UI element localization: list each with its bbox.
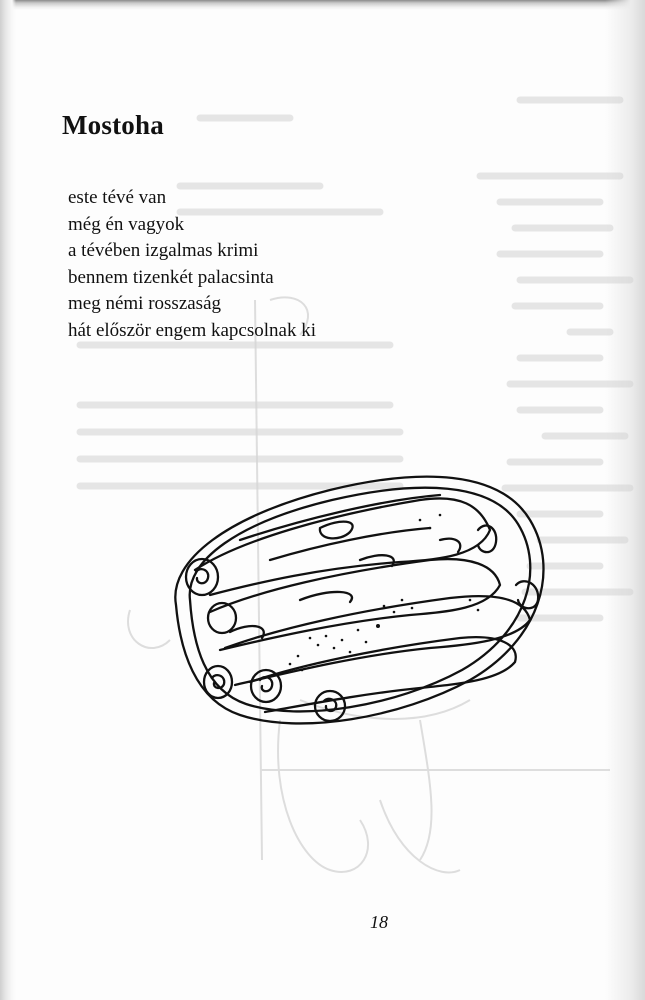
poem-line: meg némi rosszaság [68,293,222,314]
poem-line: bennem tizenkét palacsinta [68,266,274,288]
page-number: 18 [370,912,388,932]
poem-title: Mostoha [62,110,164,140]
poem-line: este tévé van [68,187,167,208]
poem-line: még én vagyok [68,213,185,235]
poem-line: a tévében izgalmas krimi [68,240,259,261]
poem-line: hát először engem kapcsolnak ki [68,319,316,341]
